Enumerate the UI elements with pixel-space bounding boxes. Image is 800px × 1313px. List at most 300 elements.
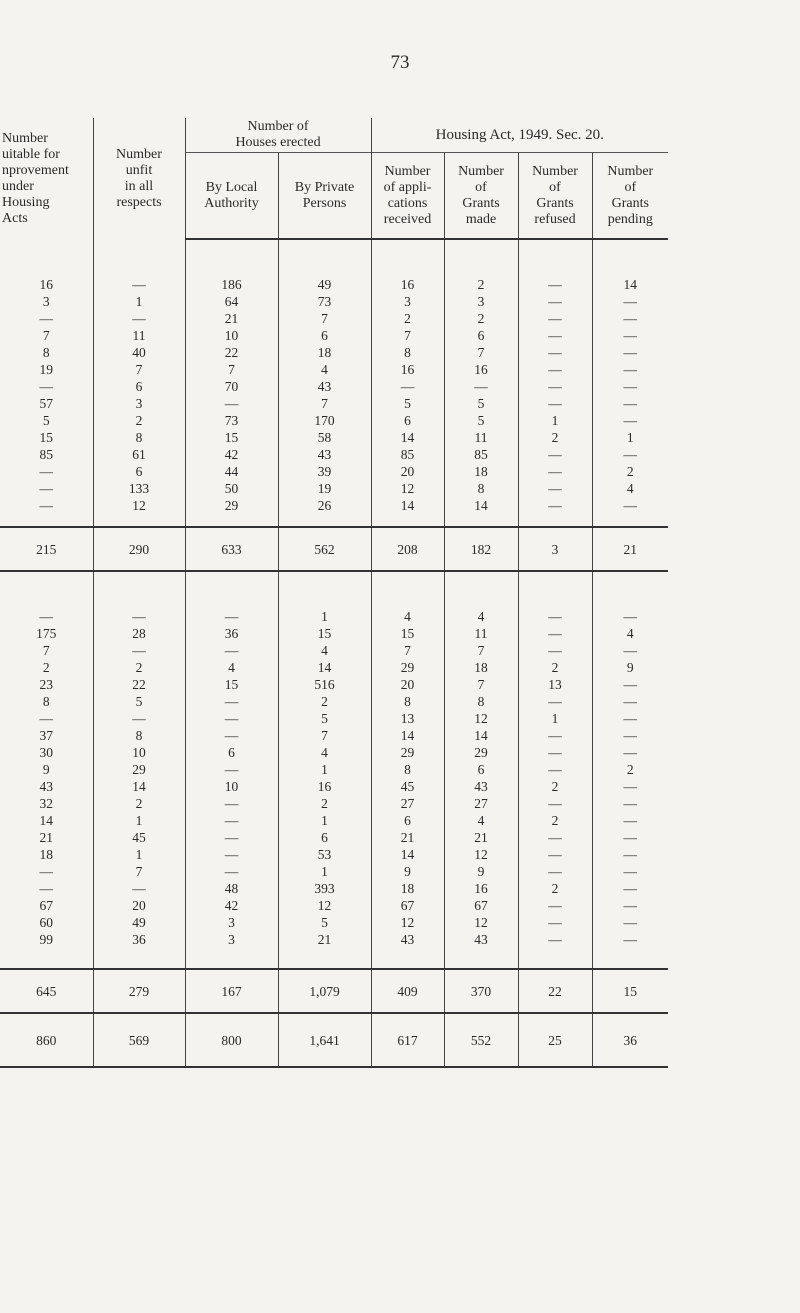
table-cell: —: [592, 710, 668, 727]
header-applications-received-line: of appli-: [383, 179, 432, 195]
table-cell: 13: [518, 676, 592, 693]
table-cell: 5: [371, 395, 444, 412]
table-cell: 215: [0, 527, 93, 571]
table-cell: —: [518, 480, 592, 497]
table-cell: —: [93, 880, 185, 897]
table-cell: 2: [93, 795, 185, 812]
table-cell: 10: [185, 327, 278, 344]
table-cell: 4: [592, 480, 668, 497]
table-cell: 208: [371, 527, 444, 571]
table-cell: 5: [278, 710, 371, 727]
table-cell: 53: [278, 846, 371, 863]
table-row: [0, 778, 668, 795]
table-cell: 7: [444, 642, 518, 659]
table-cell: 14: [39, 813, 53, 828]
table-cell: —: [592, 863, 668, 880]
table-cell: 43: [444, 778, 518, 795]
header-suitable-improvement-line: Acts: [2, 210, 28, 226]
spacer-cell: [444, 571, 518, 608]
table-cell: 15: [185, 676, 278, 693]
table-cell: 61: [93, 446, 185, 463]
spacer-cell: [444, 239, 518, 276]
table-cell: 290: [93, 527, 185, 571]
table-cell: —: [592, 327, 668, 344]
table-cell: 36: [93, 931, 185, 948]
table-cell: 8: [42, 694, 50, 709]
table-cell: 21: [371, 829, 444, 846]
spacer-cell: [185, 239, 278, 276]
table-cell: 36: [185, 625, 278, 642]
header-unfit-line: Number: [116, 146, 162, 162]
table-cell: —: [93, 642, 185, 659]
table-cell: —: [518, 744, 592, 761]
table-cell: 21: [592, 527, 668, 571]
header-grants-pending-line: Number: [607, 163, 654, 179]
table-cell: 409: [371, 969, 444, 1013]
table-cell: 3: [185, 931, 278, 948]
table-row: [0, 463, 668, 480]
table-cell: 7: [42, 328, 50, 343]
table-cell: —: [518, 344, 592, 361]
table-cell: 22: [185, 344, 278, 361]
spacer-cell: [185, 514, 278, 527]
table-cell: 2: [93, 412, 185, 429]
header-suitable-improvement-line: nprovement: [2, 162, 69, 178]
table-cell: —: [185, 693, 278, 710]
table-cell: 1: [93, 812, 185, 829]
table-cell: 10: [185, 778, 278, 795]
table-cell: 7: [444, 676, 518, 693]
housing-table: [0, 118, 668, 1068]
table-cell: 6: [444, 761, 518, 778]
header-by-local-authority-line: By Local: [205, 179, 258, 195]
table-cell: —: [518, 608, 592, 625]
header-grants-made-line: Number: [458, 163, 504, 179]
table-cell: 12: [444, 914, 518, 931]
table-cell: —: [39, 881, 53, 896]
table-cell: —: [592, 880, 668, 897]
table-cell: 29: [371, 744, 444, 761]
table-cell: 2: [371, 310, 444, 327]
table-cell: 19: [278, 480, 371, 497]
table-cell: 58: [278, 429, 371, 446]
header-grants-pending: [592, 153, 668, 240]
table-cell: —: [518, 727, 592, 744]
table-cell: 1: [278, 812, 371, 829]
table-cell: —: [185, 846, 278, 863]
table-cell: 1,079: [278, 969, 371, 1013]
table-cell: 15: [371, 625, 444, 642]
header-applications-received-line: cations: [387, 195, 428, 211]
table-row: [0, 310, 668, 327]
table-cell: 45: [93, 829, 185, 846]
header-grants-refused-line: Grants: [536, 195, 574, 211]
table-cell: 2: [518, 429, 592, 446]
spacer-cell: [592, 948, 668, 969]
table-cell: 186: [185, 276, 278, 293]
table-cell: —: [185, 812, 278, 829]
table-cell: 1: [93, 846, 185, 863]
table-cell: 21: [278, 931, 371, 948]
spacer-cell: [518, 948, 592, 969]
table-cell: —: [185, 395, 278, 412]
table-cell: —: [592, 378, 668, 395]
table-cell: —: [518, 497, 592, 514]
table-cell: 27: [444, 795, 518, 812]
table-cell: 1: [278, 863, 371, 880]
table-cell: 6: [371, 812, 444, 829]
table-cell: 7: [185, 361, 278, 378]
table-cell: 7: [444, 344, 518, 361]
table-cell: 12: [444, 710, 518, 727]
table-cell: 9: [371, 863, 444, 880]
spacer-cell: [185, 571, 278, 608]
table-cell: —: [39, 311, 53, 326]
table-cell: —: [444, 378, 518, 395]
table-cell: 2: [278, 693, 371, 710]
spacer-cell: [0, 239, 93, 276]
header-housing-act-1949: Housing Act, 1949. Sec. 20.: [371, 118, 668, 153]
table-cell: —: [518, 829, 592, 846]
table-cell: 32: [39, 796, 53, 811]
spacer-cell: [592, 239, 668, 276]
table-cell: 21: [39, 830, 53, 845]
table-cell: 14: [371, 497, 444, 514]
table-cell: 22: [518, 969, 592, 1013]
table-cell: 4: [278, 744, 371, 761]
spacer-cell: [518, 239, 592, 276]
table-cell: 7: [278, 727, 371, 744]
table-cell: 9: [444, 863, 518, 880]
table-cell: 14: [371, 846, 444, 863]
header-houses-erected-line: Number of: [247, 119, 309, 134]
spacer-row: [0, 239, 668, 276]
table-cell: 4: [278, 361, 371, 378]
table-cell: 8: [93, 727, 185, 744]
table-row: [0, 625, 668, 642]
table-cell: 12: [93, 497, 185, 514]
table-cell: 562: [278, 527, 371, 571]
table-cell: —: [592, 897, 668, 914]
table-cell: 45: [371, 778, 444, 795]
table-cell: 1: [278, 608, 371, 625]
header-houses-erected-line: Houses erected: [235, 135, 321, 150]
table-cell: 2: [518, 880, 592, 897]
table-cell: 617: [371, 1013, 444, 1067]
table-row: [0, 344, 668, 361]
table-cell: 7: [371, 642, 444, 659]
table-row: [0, 880, 668, 897]
spacer-cell: [0, 514, 93, 527]
table-cell: 20: [371, 676, 444, 693]
table-cell: 2: [93, 659, 185, 676]
table-row: [0, 676, 668, 693]
spacer-cell: [371, 948, 444, 969]
table-cell: 10: [93, 744, 185, 761]
table-cell: 19: [39, 362, 53, 377]
table-cell: 182: [444, 527, 518, 571]
table-cell: —: [518, 310, 592, 327]
table-cell: 8: [444, 693, 518, 710]
table-cell: 73: [185, 412, 278, 429]
table-cell: 18: [39, 847, 53, 862]
table-row: [0, 608, 668, 625]
table-cell: —: [592, 744, 668, 761]
table-cell: 67: [371, 897, 444, 914]
table-cell: 37: [39, 728, 53, 743]
table-cell: 29: [185, 497, 278, 514]
table-row: [0, 497, 668, 514]
table-row: [0, 293, 668, 310]
header-applications-received-line: received: [383, 211, 432, 227]
table-cell: 16: [444, 361, 518, 378]
table-cell: 5: [444, 412, 518, 429]
table-cell: 6: [371, 412, 444, 429]
table-cell: —: [185, 829, 278, 846]
table-row: [0, 378, 668, 395]
table-cell: 1: [93, 293, 185, 310]
table-cell: —: [518, 931, 592, 948]
table-cell: —: [185, 710, 278, 727]
table-cell: 569: [93, 1013, 185, 1067]
table-row: [0, 727, 668, 744]
header-grants-made-line: Grants: [462, 195, 500, 211]
table-cell: 5: [93, 693, 185, 710]
table-cell: —: [592, 608, 668, 625]
header-by-local-authority: [185, 153, 278, 240]
subtotal-row: [0, 527, 668, 571]
spacer-cell: [278, 948, 371, 969]
spacer-row: [0, 948, 668, 969]
table-cell: 2: [444, 310, 518, 327]
table-cell: 7: [278, 395, 371, 412]
spacer-cell: [93, 948, 185, 969]
table-cell: —: [592, 344, 668, 361]
header-unfit-line: unfit: [125, 162, 153, 178]
spacer-cell: [444, 948, 518, 969]
table-cell: 2: [42, 660, 50, 675]
table-cell: 6: [185, 744, 278, 761]
spacer-row: [0, 514, 668, 527]
table-cell: —: [518, 642, 592, 659]
table-cell: 16: [371, 361, 444, 378]
table-cell: —: [39, 498, 53, 513]
table-cell: 2: [518, 778, 592, 795]
table-row: [0, 846, 668, 863]
spacer-cell: [371, 571, 444, 608]
table-cell: 6: [93, 463, 185, 480]
table-cell: —: [592, 931, 668, 948]
table-cell: 633: [185, 527, 278, 571]
spacer-cell: [93, 571, 185, 608]
table-cell: 67: [39, 898, 53, 913]
spacer-cell: [93, 514, 185, 527]
table-cell: —: [518, 914, 592, 931]
table-cell: —: [592, 812, 668, 829]
grand-total-row: [0, 1013, 668, 1067]
table-cell: 9: [42, 762, 50, 777]
table-cell: 4: [185, 659, 278, 676]
table-cell: 552: [444, 1013, 518, 1067]
table-cell: 43: [39, 779, 53, 794]
header-unfit-line: in all: [124, 178, 154, 194]
table-cell: 67: [444, 897, 518, 914]
table-row: [0, 446, 668, 463]
table-cell: 16: [444, 880, 518, 897]
table-cell: 27: [371, 795, 444, 812]
table-cell: 12: [371, 480, 444, 497]
table-cell: 8: [371, 693, 444, 710]
table-cell: 133: [93, 480, 185, 497]
spacer-cell: [278, 239, 371, 276]
table-cell: —: [185, 642, 278, 659]
table-cell: 22: [93, 676, 185, 693]
table-cell: —: [518, 625, 592, 642]
table-cell: —: [518, 863, 592, 880]
table-row: [0, 863, 668, 880]
header-grants-pending-line: Grants: [611, 195, 649, 211]
spacer-cell: [185, 948, 278, 969]
header-applications-received-line: Number: [384, 163, 431, 179]
table-cell: 516: [278, 676, 371, 693]
table-cell: 64: [185, 293, 278, 310]
table-cell: 2: [444, 276, 518, 293]
spacer-cell: [278, 514, 371, 527]
table-cell: 57: [39, 396, 53, 411]
header-grants-refused-line: of: [549, 179, 561, 195]
table-cell: 20: [371, 463, 444, 480]
header-grants-pending-line: pending: [607, 211, 653, 227]
table-cell: 2: [518, 659, 592, 676]
table-cell: 14: [371, 727, 444, 744]
table-cell: 7: [93, 361, 185, 378]
table-cell: 3: [42, 294, 50, 309]
table-cell: 16: [371, 276, 444, 293]
table-cell: —: [93, 310, 185, 327]
table-cell: 43: [278, 446, 371, 463]
header-grants-made: [444, 153, 518, 240]
table-cell: —: [592, 778, 668, 795]
table-cell: 1: [592, 429, 668, 446]
spacer-cell: [93, 239, 185, 276]
table-cell: 2: [278, 795, 371, 812]
table-cell: —: [592, 727, 668, 744]
spacer-row: [0, 571, 668, 608]
header-grants-refused-line: Number: [532, 163, 578, 179]
table-cell: 370: [444, 969, 518, 1013]
table-cell: —: [185, 761, 278, 778]
header-suitable-improvement-line: under: [2, 178, 34, 194]
table-cell: 8: [42, 345, 50, 360]
table-cell: —: [592, 795, 668, 812]
table-cell: 7: [278, 310, 371, 327]
table-cell: 6: [278, 327, 371, 344]
table-cell: —: [592, 310, 668, 327]
table-cell: 14: [592, 276, 668, 293]
table-cell: 48: [185, 880, 278, 897]
table-cell: —: [93, 710, 185, 727]
table-cell: —: [518, 395, 592, 412]
table-cell: 2: [592, 761, 668, 778]
header-unfit: [93, 118, 185, 239]
spacer-cell: [371, 239, 444, 276]
table-cell: 11: [444, 429, 518, 446]
table-cell: —: [518, 378, 592, 395]
table-cell: 16: [278, 778, 371, 795]
table-cell: 23: [39, 677, 53, 692]
table-body: [0, 239, 668, 1067]
header-suitable-improvement: [0, 118, 93, 239]
table-cell: —: [592, 693, 668, 710]
table-cell: —: [39, 464, 53, 479]
table-cell: 29: [444, 744, 518, 761]
table-cell: 7: [42, 643, 50, 658]
table-cell: 30: [39, 745, 53, 760]
table-cell: —: [39, 864, 53, 879]
table-cell: 8: [371, 344, 444, 361]
table-cell: 393: [278, 880, 371, 897]
table-cell: —: [518, 846, 592, 863]
table-cell: —: [592, 642, 668, 659]
table-cell: —: [592, 829, 668, 846]
table-cell: 175: [36, 626, 57, 641]
table-cell: 18: [444, 659, 518, 676]
table-cell: —: [518, 446, 592, 463]
table-cell: 3: [518, 527, 592, 571]
table-cell: —: [39, 609, 53, 624]
table-cell: —: [592, 497, 668, 514]
table-cell: 5: [42, 413, 50, 428]
table-cell: 4: [444, 608, 518, 625]
table-row: [0, 327, 668, 344]
header-applications-received: [371, 153, 444, 240]
table-cell: 60: [39, 915, 53, 930]
table-cell: 6: [278, 829, 371, 846]
table-cell: 36: [592, 1013, 668, 1067]
table-cell: —: [518, 293, 592, 310]
table-row: [0, 480, 668, 497]
table-cell: 85: [371, 446, 444, 463]
table-cell: 14: [444, 727, 518, 744]
table-cell: —: [518, 897, 592, 914]
table-cell: 85: [39, 447, 53, 462]
spacer-cell: [518, 571, 592, 608]
table-cell: 1,641: [278, 1013, 371, 1067]
table-row: [0, 761, 668, 778]
header-grants-pending-line: of: [624, 179, 637, 195]
table-cell: 43: [444, 931, 518, 948]
header-suitable-improvement-line: Housing: [2, 194, 50, 210]
table-cell: 8: [93, 429, 185, 446]
table-cell: 44: [185, 463, 278, 480]
table-cell: 800: [185, 1013, 278, 1067]
page-number: 73: [390, 52, 410, 73]
table-cell: 4: [444, 812, 518, 829]
spacer-cell: [278, 571, 371, 608]
table-cell: 21: [444, 829, 518, 846]
table-row: [0, 361, 668, 378]
spacer-cell: [592, 571, 668, 608]
header-by-local-authority-line: Authority: [204, 195, 259, 211]
table-cell: —: [592, 395, 668, 412]
table-cell: 21: [185, 310, 278, 327]
table-cell: 2: [592, 463, 668, 480]
table-cell: 85: [444, 446, 518, 463]
table-cell: 43: [371, 931, 444, 948]
table-cell: 14: [278, 659, 371, 676]
table-cell: 49: [93, 914, 185, 931]
table-cell: 16: [39, 277, 53, 292]
